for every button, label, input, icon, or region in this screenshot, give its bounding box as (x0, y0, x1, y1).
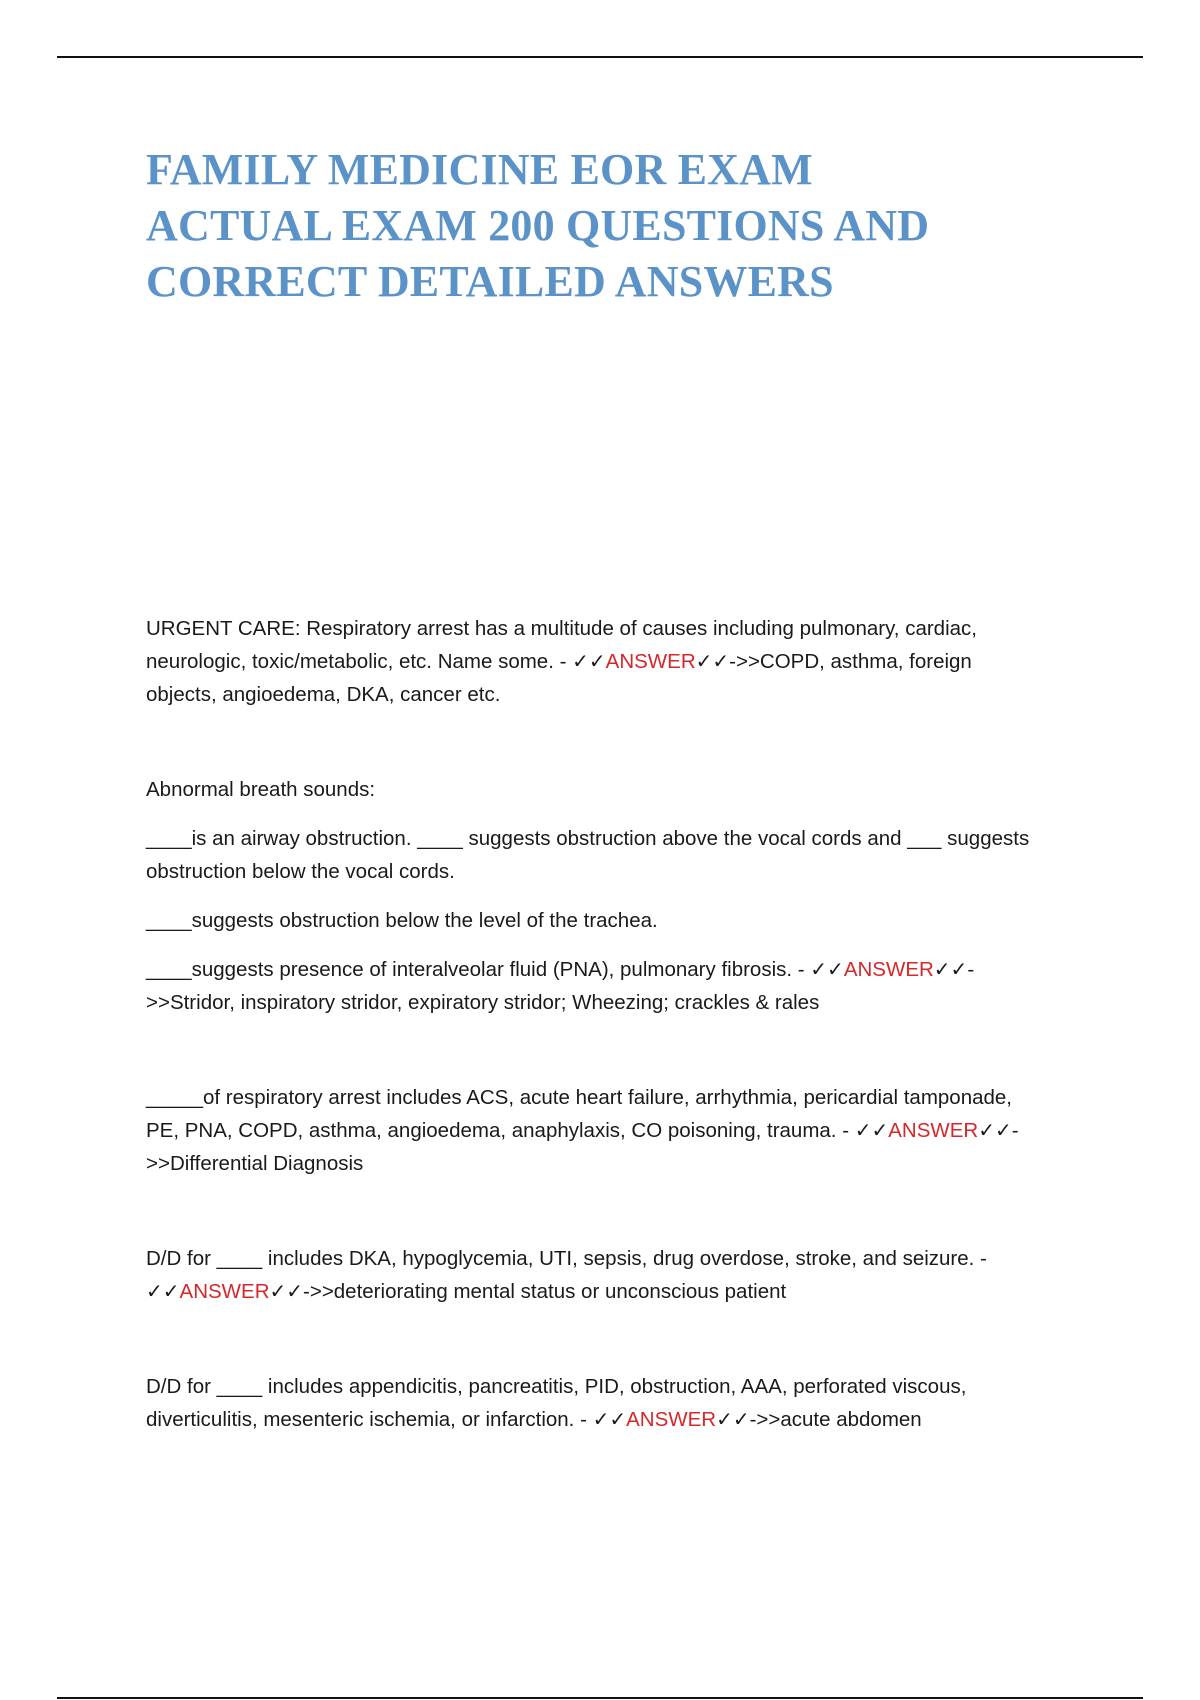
answer-label: ANSWER (626, 1408, 717, 1431)
bottom-rule (57, 1697, 1143, 1699)
checkmark-icon: ✓✓ (269, 1279, 304, 1303)
qa-item (146, 612, 1046, 711)
checkmark-icon: ✓✓ (572, 649, 606, 673)
checkmark-icon: ✓✓ (933, 957, 968, 981)
question-paragraph: D/D for ____ includes appendicitis, pancreatitis, PID, obstruction, AAA, perforated viscous, diverticulitis, mesenteric ischemia, or infarction. - ✓✓ANSWER✓✓->>acute abdomen (146, 1375, 967, 1431)
title-line-2: ACTUAL EXAM 200 QUESTIONS AND (146, 201, 930, 250)
top-rule (57, 56, 1143, 58)
answer-text: ->>COPD, asthma, foreign objects, angioedema, DKA, cancer etc. (146, 650, 972, 706)
question-paragraph: D/D for ____ includes DKA, hypoglycemia, UTI, sepsis, drug overdose, stroke, and seizure. - ✓✓ANSWER✓✓->>deteriorating mental status or unconscious patient (146, 1247, 987, 1303)
answer-label: ANSWER (888, 1119, 979, 1142)
checkmark-icon: ✓✓ (695, 649, 730, 673)
question-paragraph: URGENT CARE: Respiratory arrest has a multitude of causes including pulmonary, cardiac, neurologic, toxic/metabolic, etc. Name some. - ✓✓ANSWER✓✓->>COPD, asthma, foreign objects, angioedema, DKA, cancer etc. (146, 617, 977, 706)
qa-item (146, 1242, 1046, 1308)
checkmark-icon: ✓✓ (146, 1279, 180, 1303)
checkmark-icon: ✓✓ (978, 1118, 1012, 1142)
title-line-1: FAMILY MEDICINE EOR EXAM (146, 145, 813, 194)
question-paragraph: _____of respiratory arrest includes ACS, acute heart failure, arrhythmia, pericardial tamponade, PE, PNA, COPD, asthma, angioedema, anaphylaxis, CO poisoning, trauma. - ✓✓ANSWER✓✓->>Differential Diagnosis (146, 1086, 1019, 1175)
answer-label: ANSWER (605, 650, 696, 673)
answer-label: ANSWER (179, 1280, 270, 1303)
qa-item (146, 1370, 1046, 1436)
qa-item (146, 1081, 1046, 1180)
answer-text: ->>Differential Diagnosis (146, 1119, 1019, 1175)
checkmark-icon: ✓✓ (810, 957, 844, 981)
question-paragraph: Abnormal breath sounds: (146, 778, 376, 801)
question-paragraph: ____suggests presence of interalveolar fluid (PNA), pulmonary fibrosis. - ✓✓ANSWER✓✓->>Stridor, inspiratory stridor, expiratory stridor; Wheezing; crackles & rales (146, 957, 975, 1014)
answer-text: ->>Stridor, inspiratory stridor, expiratory stridor; Wheezing; crackles & rales (146, 958, 975, 1014)
qa-item (146, 773, 1046, 1019)
answer-text: ->>deteriorating mental status or unconscious patient (303, 1280, 787, 1303)
checkmark-icon: ✓✓ (716, 1407, 750, 1431)
question-paragraph: ____suggests obstruction below the level of the trachea. (146, 909, 658, 932)
qa-list (146, 612, 1046, 1436)
answer-text: ->>acute abdomen (749, 1408, 922, 1431)
question-paragraph: ____is an airway obstruction. ____ suggests obstruction above the vocal cords and ___ suggests obstruction below the vocal cords. (146, 827, 1030, 883)
checkmark-icon: ✓✓ (592, 1407, 627, 1431)
title-line-3: CORRECT DETAILED ANSWERS (146, 257, 834, 306)
answer-label: ANSWER (843, 958, 934, 981)
document-title (146, 142, 1106, 310)
checkmark-icon: ✓✓ (854, 1118, 889, 1142)
